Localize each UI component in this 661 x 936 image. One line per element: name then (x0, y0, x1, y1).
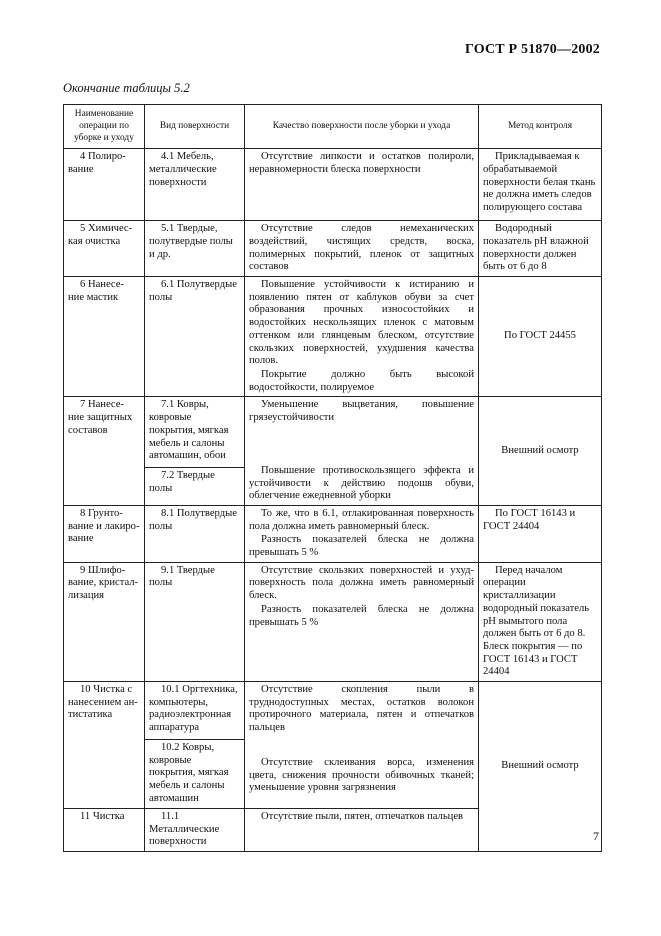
surface-cell: 5.1 Твердые, полутвердые полы и др. (145, 221, 245, 277)
table-row (64, 562, 602, 681)
surface-text: 7.2 Твердые полы (149, 469, 215, 494)
table-row (64, 277, 602, 397)
quality-text: Отсутствие пыли, пятен, отпечатков пальцев (261, 811, 464, 823)
quality-text: То же, что в 6.1, отлакированная поверхность пола должна иметь равномерный блеск. (249, 507, 474, 532)
method-cell: По ГОСТ 16143 и ГОСТ 24404 (479, 505, 602, 562)
operation-cell: 6 Нанесе-ние мастик (64, 277, 145, 397)
method-cell: Водородный показатель рН влажной поверхности должен быть от 6 до 8 (479, 221, 602, 277)
operation-cell: 10 Чистка с нанесением ан-тистатика (64, 682, 145, 809)
operation-cell: 4 Полиро-вание (64, 149, 145, 221)
quality-text: Уменьшение выцветания, повышение грязеустойчивости (249, 399, 474, 424)
surface-cell: 8.1 Полутвердые полы (145, 505, 245, 562)
quality-cell (245, 149, 479, 221)
quality-text: Покрытие должно быть высокой водостойкости, полируемое (249, 368, 474, 393)
quality-cell (245, 809, 479, 852)
quality-text: Повышение устойчивости к истиранию и появлению пятен от каблуков обуви за счет образования прочных износостойких и водостойких нескользящих пленок с матовым оттенком или глянцевым блеском, отсутствие скользких поверхностей, ухудшения качества полов. (249, 279, 474, 367)
table-row (64, 397, 602, 506)
quality-text: Отсутствие скользких поверхностей и ухуд-поверхность пола должна иметь равномерный блеск. (249, 564, 474, 602)
header-method: Метод контроля (479, 105, 602, 149)
operation-cell: 9 Шлифо-вание, кристал-лизация (64, 562, 145, 681)
quality-cell (245, 562, 479, 681)
document-code: ГОСТ Р 51870—2002 (464, 42, 600, 57)
surface-cell: 4.1 Мебель, металлические поверхности (145, 149, 245, 221)
method-cell: Внешний осмотр (479, 682, 602, 852)
method-cell: Внешний осмотр (479, 397, 602, 506)
quality-text: Разность показателей блеска не должна превышать 5 % (249, 603, 474, 628)
quality-text: Отсутствие склеивания ворса, изменения цвета, снижения прочности обивочных тканей; уменьшение уровня загрязнения (249, 756, 474, 794)
header-surface: Вид поверхности (145, 105, 245, 149)
table-row (64, 149, 602, 221)
surface-text: 10.2 Ковры, ковровые покрытия, мягкая мебель и салоны автомашин (149, 741, 229, 804)
operation-cell: 11 Чистка (64, 809, 145, 852)
surface-cell: 9.1 Твердые полы (145, 562, 245, 681)
operation-cell: 7 Нанесе-ние защитных составов (64, 397, 145, 506)
table-5-2 (63, 104, 602, 852)
table-caption: Окончание таблицы 5.2 (63, 81, 190, 95)
surface-cell: 11.1 Металлические поверхности (145, 809, 245, 852)
method-cell: Перед началом операции кристаллизации водородный показатель рН вымытого пола должен быть от 6 до 8. Блеск покрытия — по ГОСТ 16143 и ГОСТ 24404 (479, 562, 602, 681)
quality-text: Повышение противоскользящего эффекта и устойчивости к действию подошв обуви, облегчение ежедневной уборки (249, 464, 474, 502)
quality-text: Отсутствие липкости и остатков полироли, неравномерности блеска поверхности (249, 151, 474, 175)
table-row (64, 505, 602, 562)
table-row (64, 682, 602, 809)
quality-text: Разность показателей блеска не должна превышать 5 % (249, 534, 474, 559)
page-number: 7 (593, 829, 599, 843)
quality-text: Отсутствие следов немеханических воздействий, чистящих средств, воска, полимерных покрытий, пленок от защитных составов (249, 223, 474, 273)
quality-cell (245, 221, 479, 277)
operation-cell: 5 Химичес-кая очистка (64, 221, 145, 277)
surface-cell: 6.1 Полутвердые полы (145, 277, 245, 397)
quality-cell (245, 505, 479, 562)
quality-text: Отсутствие скопления пыли в труднодоступных местах, остатков волокон протирочного материала, пятен и отпечатков пальцев (249, 684, 474, 734)
surface-cell (145, 682, 245, 809)
quality-cell (245, 277, 479, 397)
quality-cell (245, 682, 479, 809)
table-row (64, 221, 602, 277)
method-cell: По ГОСТ 24455 (479, 277, 602, 397)
header-quality: Качество поверхности после уборки и ухода (245, 105, 479, 149)
surface-text: 10.1 Оргтехника, компьютеры, радиоэлектронная аппаратура (149, 684, 238, 734)
quality-cell (245, 397, 479, 506)
surface-cell (145, 397, 245, 506)
header-operation: Наименование операции по уборке и уходу (64, 105, 145, 149)
surface-text: 7.1 Ковры, ковровые покрытия, мягкая мебель и салоны автомашин, обои (149, 399, 229, 462)
table-header-row (64, 105, 602, 149)
operation-cell: 8 Грунто-вание и лакиро-вание (64, 505, 145, 562)
method-cell: Прикладываемая к обрабатываемой поверхности белая ткань не должна иметь следов полирующего состава (479, 149, 602, 221)
